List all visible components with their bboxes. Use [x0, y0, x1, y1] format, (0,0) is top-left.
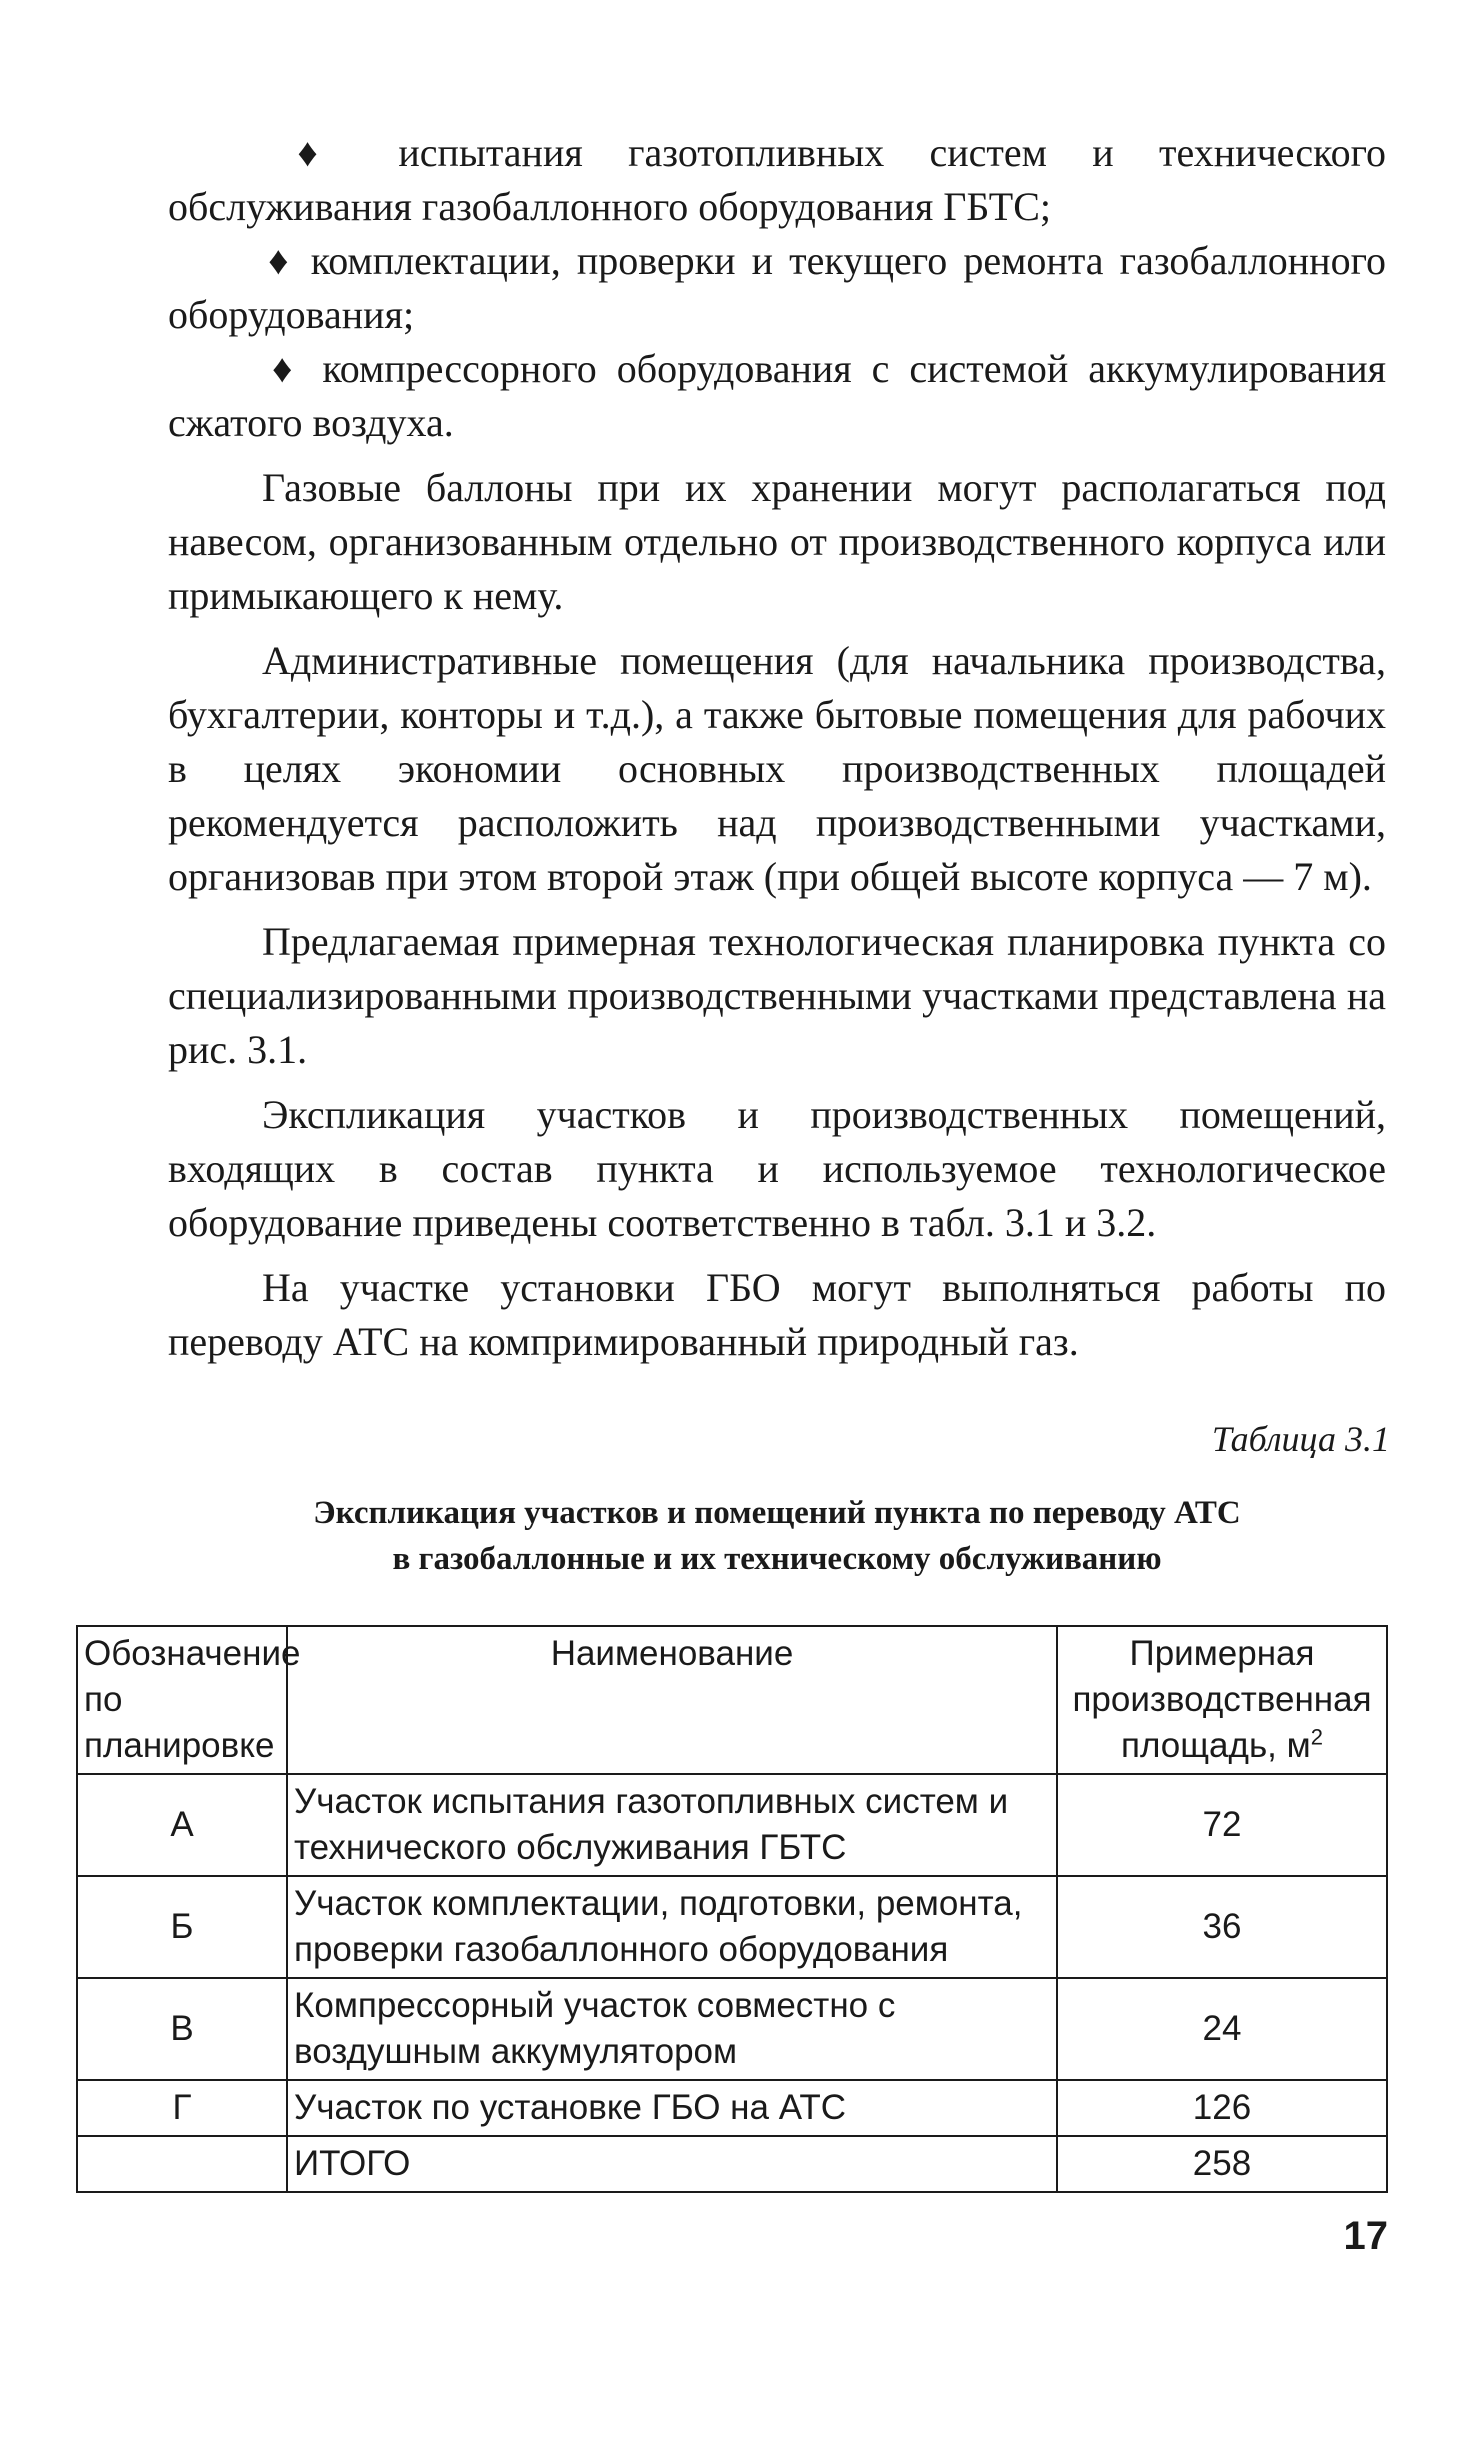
body-text — [168, 126, 1386, 1369]
table-row — [77, 1876, 1387, 1978]
row-mark: Г — [77, 2080, 287, 2136]
paragraph: Газовые баллоны при их хранении могут располагаться под навесом, организованным отдельно от производственного корпуса или примыкающего к нему. — [168, 465, 1386, 618]
paragraph: Экспликация участков и производственных помещений, входящих в состав пункта и используемое технологическое оборудование приведены соответственно в табл. 3.1 и 3.2. — [168, 1092, 1386, 1245]
table-row — [77, 1978, 1387, 2080]
row-area: 36 — [1057, 1876, 1387, 1978]
row-mark: А — [77, 1774, 287, 1876]
row-area: 72 — [1057, 1774, 1387, 1876]
bullet-item: ♦ комплектации, проверки и текущего ремонта газобаллонного оборудования; — [168, 238, 1386, 337]
table-header-row — [77, 1626, 1387, 1774]
header-area: Примерная производственная площадь, $м^2$ — [1057, 1626, 1387, 1774]
bullet-item: ♦ компрессорного оборудования с системой аккумулирования сжатого воздуха. — [168, 346, 1386, 445]
header-designation: Обозначение по планировке — [77, 1626, 287, 1774]
table-row — [77, 2080, 1387, 2136]
row-area: 24 — [1057, 1978, 1387, 2080]
table-title — [168, 1490, 1386, 1582]
header-name: Наименование — [287, 1626, 1057, 1774]
row-mark: Б — [77, 1876, 287, 1978]
table-row — [77, 1774, 1387, 1876]
bullet-item: ♦ испытания газотопливных систем и технического обслуживания газобаллонного оборудования ГБТС; — [168, 130, 1386, 229]
row-area: 126 — [1057, 2080, 1387, 2136]
table-caption: Таблица 3.1 — [1211, 1419, 1390, 1459]
paragraph: Административные помещения (для начальника производства, бухгалтерии, конторы и т.д.), а также бытовые помещения для рабочих в целях экономии основных производственных площадей рекомендуется расположить над производственными участками, организовав при этом второй этаж (при общей высоте корпуса — 7 м). — [168, 638, 1386, 899]
page-number: 17 — [1343, 2214, 1388, 2258]
row-mark: В — [77, 1978, 287, 2080]
total-area: 258 — [1057, 2136, 1387, 2192]
total-mark — [77, 2136, 287, 2192]
paragraph: На участке установки ГБО могут выполняться работы по переводу АТС на компримированный природный газ. — [168, 1265, 1386, 1364]
row-name: Участок испытания газотопливных систем и технического обслуживания ГБТС — [287, 1774, 1057, 1876]
paragraph: Предлагаемая примерная технологическая планировка пункта со специализированными производственными участками представлена на рис. 3.1. — [168, 919, 1386, 1072]
table-title-line: Экспликация участков и помещений пункта по переводу АТС — [313, 1495, 1241, 1531]
row-name: Участок по установке ГБО на АТС — [287, 2080, 1057, 2136]
table-total-row — [77, 2136, 1387, 2192]
row-name: Участок комплектации, подготовки, ремонта, проверки газобаллонного оборудования — [287, 1876, 1057, 1978]
total-label: ИТОГО — [287, 2136, 1057, 2192]
table-title-line: в газобаллонные и их техническому обслуживанию — [392, 1541, 1162, 1577]
explication-table — [76, 1625, 1388, 2193]
row-name: Компрессорный участок совместно с воздушным аккумулятором — [287, 1978, 1057, 2080]
